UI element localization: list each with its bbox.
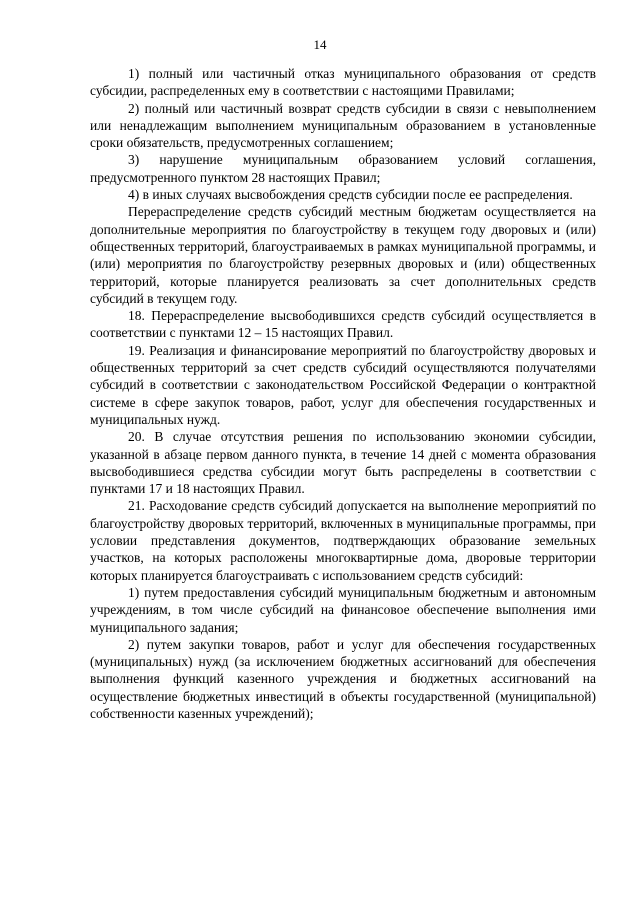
paragraph-4: 4) в иных случаях высвобождения средств субсидии после ее распределения. [128,187,573,203]
paragraph-5: Перераспределение средств субсидий местным бюджетам осуществляется на дополнительные мероприятия по благоустройству в текущем году дворовых и (или) общественных территорий, благоустраиваемых в рамках муниципальной программы, и (или) мероприятия по благоустройству резервных дворовых и (или) общественных территорий, которые планируется реализовать за счет дополнительных средств субсидий в текущем году. [90,204,596,306]
paragraph-1: 1) полный или частичный отказ муниципального образования от средств субсидии, распределенных ему в соответствии с настоящими Правилами; [90,66,596,99]
page-number: 14 [313,37,327,52]
paragraph-9: 21. Расходование средств субсидий допускается на выполнение мероприятий по благоустройству дворовых территорий, включенных в муниципальные программы, при условии представления документов, подтверждающих образование земельных участков, на которых расположены многоквартирные дома, дворовые территории которых планируется благоустраивать с использованием средств субсидий: [90,498,596,583]
document-body [90,65,596,722]
paragraph-6: 18. Перераспределение высвободившихся средств субсидий осуществляется в соответствии с пунктами 12 – 15 настоящих Правил. [90,308,596,341]
paragraph-8: 20. В случае отсутствия решения по использованию экономии субсидии, указанной в абзаце первом данного пункта, в течение 14 дней с момента образования высвободившиеся средства субсидии могут быть распределены в соответствии с пунктами 17 и 18 настоящих Правил. [90,429,596,497]
paragraph-11: 2) путем закупки товаров, работ и услуг для обеспечения государственных (муниципальных) нужд (за исключением бюджетных ассигнований для обеспечения выполнения функций казенного учреждения и бюджетных ассигнований на осуществление бюджетных инвестиций в объекты государственной (муниципальной) собственности казенных учреждений); [90,636,596,721]
paragraph-7: 19. Реализация и финансирование мероприятий по благоустройству дворовых и общественных территорий за счет средств субсидий осуществляются получателями субсидий в соответствии с законодательством Российской Федерации о контрактной системе в сфере закупок товаров, работ, услуг для обеспечения государственных и муниципальных нужд. [90,342,596,427]
paragraph-3: 3) нарушение муниципальным образованием условий соглашения, предусмотренного пунктом 28 настоящих Правил; [90,152,596,185]
paragraph-10: 1) путем предоставления субсидий муниципальным бюджетным и автономным учреждениям, в том числе субсидий на финансовое обеспечение выполнения ими муниципального задания; [90,584,596,635]
paragraph-2: 2) полный или частичный возврат средств субсидии в связи с невыполнением или ненадлежащим выполнением муниципальным образованием в установленные сроки обязательств, предусмотренных соглашением; [90,100,596,151]
